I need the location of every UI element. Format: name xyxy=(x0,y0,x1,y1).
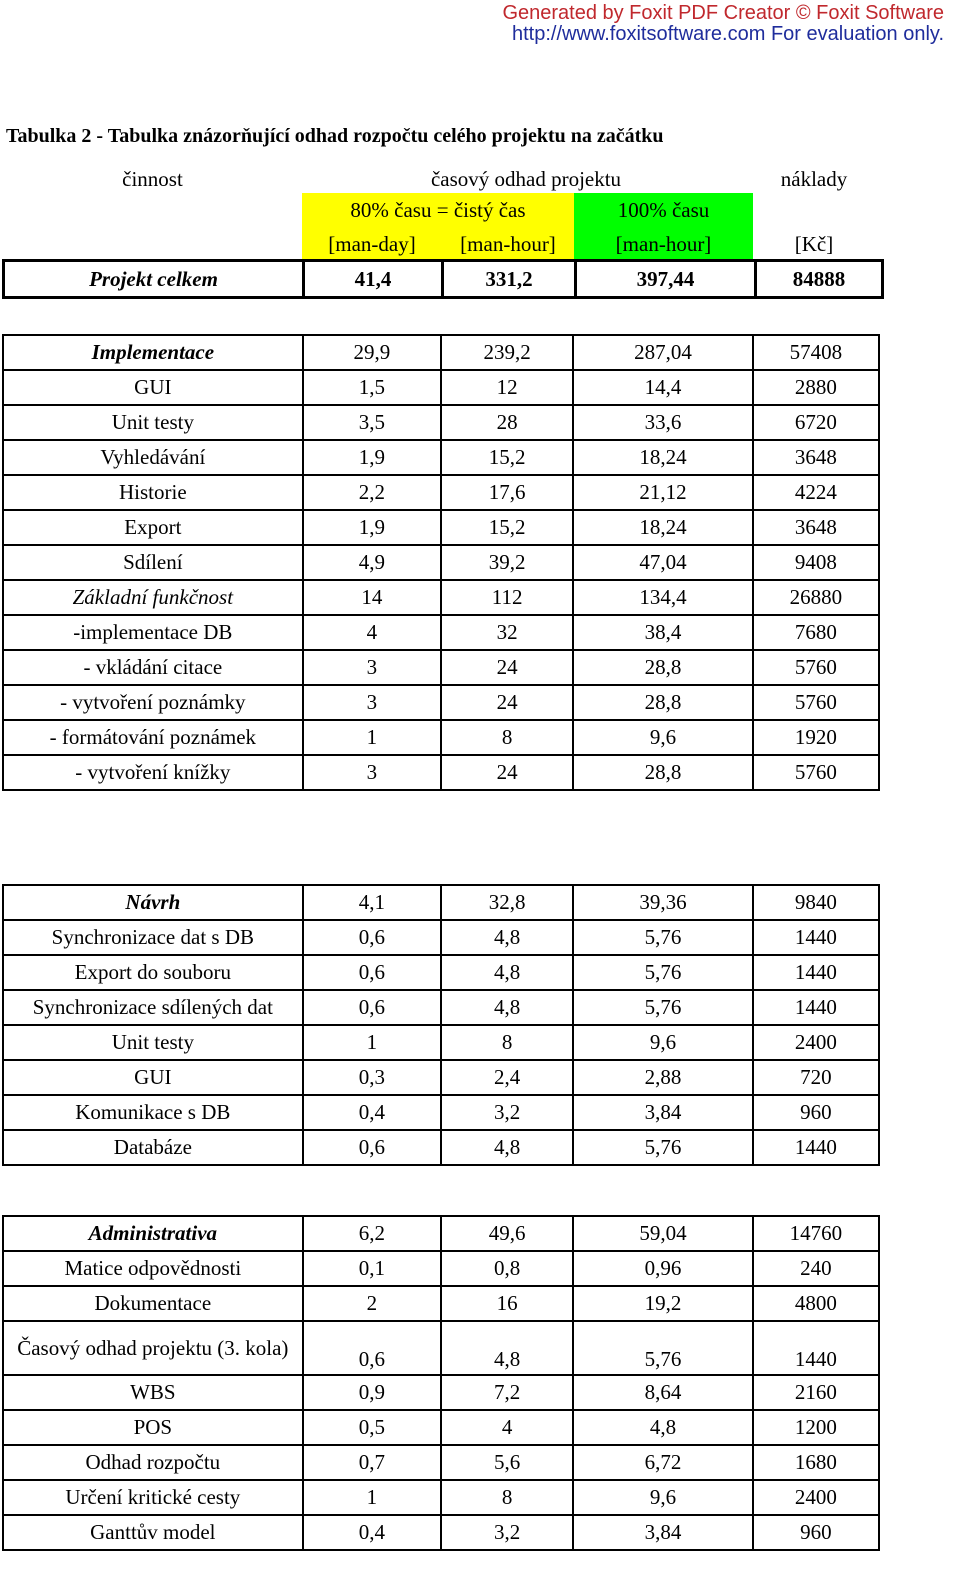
row-manhour: 239,2 xyxy=(441,335,573,370)
table-row xyxy=(3,1410,879,1445)
row-cost: 1680 xyxy=(753,1445,879,1480)
row-manhour: 7,2 xyxy=(441,1375,573,1410)
row-manhour: 24 xyxy=(441,755,573,790)
row-activity: Určení kritické cesty xyxy=(3,1480,303,1515)
row-manhour-100: 9,6 xyxy=(573,1480,752,1515)
row-manhour-100: 18,24 xyxy=(573,510,752,545)
row-manday: 0,7 xyxy=(303,1445,441,1480)
table-row xyxy=(3,405,879,440)
row-manhour: 17,6 xyxy=(441,475,573,510)
row-cost: 9408 xyxy=(753,545,879,580)
row-manhour-100: 134,4 xyxy=(573,580,752,615)
row-activity: Sdílení xyxy=(3,545,303,580)
row-cost: 1920 xyxy=(753,720,879,755)
row-activity: Matice odpovědnosti xyxy=(3,1251,303,1286)
row-manhour-100: 5,76 xyxy=(573,1321,752,1375)
row-manhour-100: 47,04 xyxy=(573,545,752,580)
row-cost: 1440 xyxy=(753,955,879,990)
header-100-percent: 100% času xyxy=(574,193,753,227)
row-activity: POS xyxy=(3,1410,303,1445)
row-cost: 26880 xyxy=(753,580,879,615)
row-manday: 0,5 xyxy=(303,1410,441,1445)
row-cost: 9840 xyxy=(753,885,879,920)
row-cost: 5760 xyxy=(753,755,879,790)
row-manday: 0,6 xyxy=(303,955,441,990)
row-cost: 4800 xyxy=(753,1286,879,1321)
row-manhour: 32 xyxy=(441,615,573,650)
row-activity: Dokumentace xyxy=(3,1286,303,1321)
row-activity: - vkládání citace xyxy=(3,650,303,685)
table-row xyxy=(3,885,879,920)
row-manhour: 8 xyxy=(441,1480,573,1515)
row-activity: - vytvoření poznámky xyxy=(3,685,303,720)
row-activity: -implementace DB xyxy=(3,615,303,650)
row-manhour: 4,8 xyxy=(441,1321,573,1375)
table-row xyxy=(3,1286,879,1321)
row-activity: Návrh xyxy=(3,885,303,920)
table-row xyxy=(3,920,879,955)
row-manday: 1 xyxy=(303,1480,441,1515)
row-activity: Historie xyxy=(3,475,303,510)
row-manday: 0,6 xyxy=(303,990,441,1025)
table-caption: Tabulka 2 - Tabulka znázorňující odhad rozpočtu celého projektu na začátku xyxy=(6,125,664,147)
row-activity: Synchronizace sdílených dat xyxy=(3,990,303,1025)
row-manhour-100: 4,8 xyxy=(573,1410,752,1445)
row-manhour-100: 5,76 xyxy=(573,920,752,955)
row-manhour: 4,8 xyxy=(441,990,573,1025)
row-manhour: 16 xyxy=(441,1286,573,1321)
table-row xyxy=(3,650,879,685)
row-cost: 5760 xyxy=(753,685,879,720)
row-cost: 1200 xyxy=(753,1410,879,1445)
row-cost: 240 xyxy=(753,1251,879,1286)
row-cost: 2160 xyxy=(753,1375,879,1410)
row-manhour-100: 0,96 xyxy=(573,1251,752,1286)
row-manhour-100: 14,4 xyxy=(573,370,752,405)
row-activity: Export do souboru xyxy=(3,955,303,990)
row-activity: Unit testy xyxy=(3,1025,303,1060)
row-manhour: 3,2 xyxy=(441,1095,573,1130)
table-row xyxy=(3,955,879,990)
row-manhour: 4,8 xyxy=(441,920,573,955)
row-manhour: 0,8 xyxy=(441,1251,573,1286)
row-activity: Synchronizace dat s DB xyxy=(3,920,303,955)
row-manday: 1,5 xyxy=(303,370,441,405)
row-activity: Administrativa xyxy=(3,1216,303,1251)
row-manhour: 28 xyxy=(441,405,573,440)
table-row xyxy=(3,615,879,650)
row-cost: 960 xyxy=(753,1095,879,1130)
row-manday: 4,1 xyxy=(303,885,441,920)
row-cost: 6720 xyxy=(753,405,879,440)
row-manhour-100: 2,88 xyxy=(573,1060,752,1095)
row-manday: 0,6 xyxy=(303,1130,441,1165)
project-total-row xyxy=(2,259,884,299)
table-row xyxy=(3,1445,879,1480)
header-unit-czk: [Kč] xyxy=(794,232,834,256)
row-activity: Unit testy xyxy=(3,405,303,440)
table-row xyxy=(3,1216,879,1251)
row-manday: 0,9 xyxy=(303,1375,441,1410)
table-row xyxy=(3,755,879,790)
row-manday: 14 xyxy=(303,580,441,615)
row-manday: 2 xyxy=(303,1286,441,1321)
row-manhour-100: 59,04 xyxy=(573,1216,752,1251)
row-cost: 57408 xyxy=(753,335,879,370)
row-manhour: 5,6 xyxy=(441,1445,573,1480)
row-cost: 720 xyxy=(753,1060,879,1095)
row-manday: 3 xyxy=(303,650,441,685)
total-cost: 84888 xyxy=(756,261,883,298)
row-cost: 1440 xyxy=(753,1321,879,1375)
table-row xyxy=(3,1321,879,1375)
row-manhour-100: 28,8 xyxy=(573,685,752,720)
section-implementace xyxy=(2,334,880,791)
table-row xyxy=(3,370,879,405)
total-manhour: 331,2 xyxy=(443,261,576,298)
row-activity: Databáze xyxy=(3,1130,303,1165)
row-manday: 6,2 xyxy=(303,1216,441,1251)
table-row xyxy=(3,685,879,720)
row-cost: 3648 xyxy=(753,440,879,475)
table-row xyxy=(3,1025,879,1060)
row-manhour-100: 28,8 xyxy=(573,650,752,685)
table-row xyxy=(3,475,879,510)
row-manhour-100: 39,36 xyxy=(573,885,752,920)
table-row xyxy=(3,1060,879,1095)
header-time-estimate: časový odhad projektu xyxy=(430,167,622,191)
row-activity: Implementace xyxy=(3,335,303,370)
row-activity: Časový odhad projektu (3. kola) xyxy=(3,1321,303,1375)
row-manhour: 8 xyxy=(441,1025,573,1060)
header-unit-manday: [man-day] xyxy=(302,227,442,261)
row-manhour-100: 19,2 xyxy=(573,1286,752,1321)
watermark-line-2: http://www.foxitsoftware.com For evaluation only. xyxy=(511,23,944,45)
total-name: Projekt celkem xyxy=(4,261,304,298)
table-row xyxy=(3,545,879,580)
row-manhour-100: 3,84 xyxy=(573,1515,752,1550)
row-manday: 1,9 xyxy=(303,440,441,475)
row-manhour: 24 xyxy=(441,650,573,685)
table-row xyxy=(3,1130,879,1165)
row-cost: 1440 xyxy=(753,920,879,955)
row-manhour-100: 38,4 xyxy=(573,615,752,650)
row-manday: 3 xyxy=(303,755,441,790)
row-activity: Odhad rozpočtu xyxy=(3,1445,303,1480)
row-manhour: 112 xyxy=(441,580,573,615)
header-unit-manhour-100: [man-hour] xyxy=(574,227,753,261)
header-activity: činnost xyxy=(122,167,183,191)
row-cost: 2400 xyxy=(753,1480,879,1515)
table-row xyxy=(3,990,879,1025)
header-80-percent: 80% času = čistý čas xyxy=(302,193,574,227)
row-cost: 4224 xyxy=(753,475,879,510)
row-cost: 7680 xyxy=(753,615,879,650)
row-manhour-100: 9,6 xyxy=(573,1025,752,1060)
table-row xyxy=(3,720,879,755)
row-manhour: 49,6 xyxy=(441,1216,573,1251)
total-manhour-100: 397,44 xyxy=(576,261,756,298)
row-manhour-100: 28,8 xyxy=(573,755,752,790)
row-manhour-100: 287,04 xyxy=(573,335,752,370)
row-activity: WBS xyxy=(3,1375,303,1410)
row-cost: 1440 xyxy=(753,1130,879,1165)
row-manhour-100: 3,84 xyxy=(573,1095,752,1130)
row-activity: Ganttův model xyxy=(3,1515,303,1550)
section-navrh xyxy=(2,884,880,1166)
row-manday: 0,1 xyxy=(303,1251,441,1286)
row-manday: 0,4 xyxy=(303,1515,441,1550)
table-row xyxy=(3,1251,879,1286)
row-cost: 14760 xyxy=(753,1216,879,1251)
table-row xyxy=(3,1375,879,1410)
row-manday: 1,9 xyxy=(303,510,441,545)
header-unit-manhour: [man-hour] xyxy=(442,227,574,261)
table-row xyxy=(3,335,879,370)
row-manhour-100: 21,12 xyxy=(573,475,752,510)
row-activity: - formátování poznámek xyxy=(3,720,303,755)
watermark-line-1: Generated by Foxit PDF Creator © Foxit Software xyxy=(502,2,944,24)
row-manday: 0,6 xyxy=(303,920,441,955)
row-manhour: 24 xyxy=(441,685,573,720)
row-cost: 2400 xyxy=(753,1025,879,1060)
header-costs: náklady xyxy=(780,167,848,191)
row-manhour-100: 5,76 xyxy=(573,955,752,990)
row-manday: 0,4 xyxy=(303,1095,441,1130)
row-cost: 5760 xyxy=(753,650,879,685)
row-manday: 3 xyxy=(303,685,441,720)
row-manhour: 15,2 xyxy=(441,510,573,545)
table-row xyxy=(3,510,879,545)
row-manhour-100: 9,6 xyxy=(573,720,752,755)
row-manhour-100: 8,64 xyxy=(573,1375,752,1410)
row-activity: Vyhledávání xyxy=(3,440,303,475)
row-manday: 1 xyxy=(303,1025,441,1060)
row-manday: 0,6 xyxy=(303,1321,441,1375)
row-activity: Export xyxy=(3,510,303,545)
row-cost: 2880 xyxy=(753,370,879,405)
table-row xyxy=(3,580,879,615)
row-cost: 1440 xyxy=(753,990,879,1025)
row-manhour-100: 33,6 xyxy=(573,405,752,440)
row-manhour-100: 18,24 xyxy=(573,440,752,475)
row-manhour: 12 xyxy=(441,370,573,405)
row-cost: 960 xyxy=(753,1515,879,1550)
table-row xyxy=(3,1480,879,1515)
row-manday: 4 xyxy=(303,615,441,650)
row-manday: 1 xyxy=(303,720,441,755)
row-manhour: 15,2 xyxy=(441,440,573,475)
row-manday: 0,3 xyxy=(303,1060,441,1095)
row-activity: GUI xyxy=(3,370,303,405)
row-manhour-100: 5,76 xyxy=(573,1130,752,1165)
row-manday: 3,5 xyxy=(303,405,441,440)
row-manhour: 39,2 xyxy=(441,545,573,580)
row-activity: GUI xyxy=(3,1060,303,1095)
row-manhour: 3,2 xyxy=(441,1515,573,1550)
total-manday: 41,4 xyxy=(304,261,443,298)
row-manhour: 4 xyxy=(441,1410,573,1445)
table-row xyxy=(3,1095,879,1130)
row-manday: 4,9 xyxy=(303,545,441,580)
row-manhour: 4,8 xyxy=(441,1130,573,1165)
row-manday: 29,9 xyxy=(303,335,441,370)
row-manhour: 8 xyxy=(441,720,573,755)
table-row xyxy=(3,1515,879,1550)
row-activity: Základní funkčnost xyxy=(3,580,303,615)
row-manhour-100: 5,76 xyxy=(573,990,752,1025)
row-manhour-100: 6,72 xyxy=(573,1445,752,1480)
row-manhour: 32,8 xyxy=(441,885,573,920)
row-cost: 3648 xyxy=(753,510,879,545)
row-activity: - vytvoření knížky xyxy=(3,755,303,790)
row-manhour: 2,4 xyxy=(441,1060,573,1095)
row-activity: Komunikace s DB xyxy=(3,1095,303,1130)
row-manhour: 4,8 xyxy=(441,955,573,990)
row-manday: 2,2 xyxy=(303,475,441,510)
table-row xyxy=(3,440,879,475)
section-administrativa xyxy=(2,1215,880,1551)
